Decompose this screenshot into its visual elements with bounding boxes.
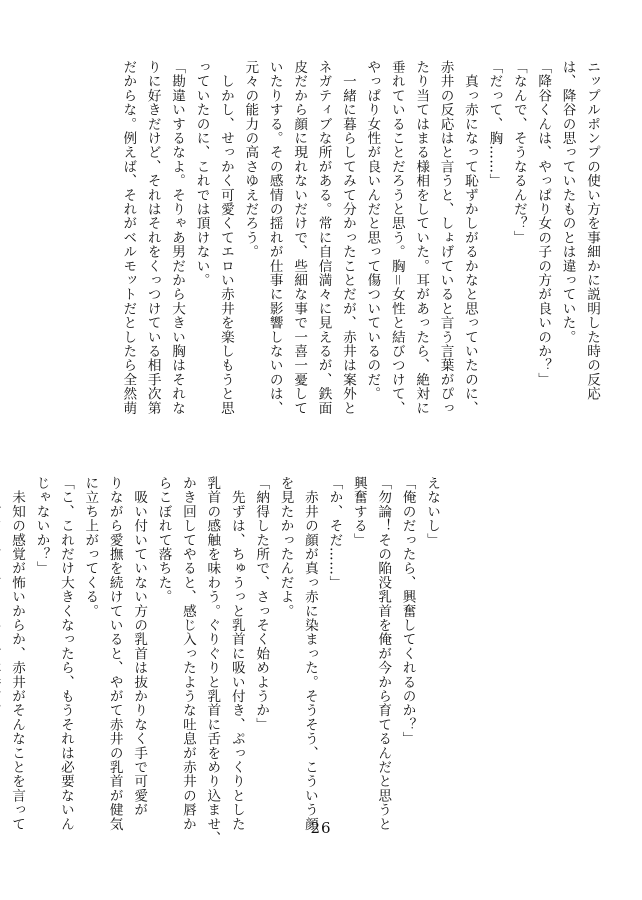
text-line: 「こ、これだけ大きくなったら、もうそれは必要ないん [57, 476, 74, 831]
text-line: じゃないか？」 [33, 476, 50, 576]
text-line: 垂れていることだろうと思う。胸＝女性と結びつけて、 [388, 60, 405, 415]
text-line: 「納得した所で、さっそく始めようか」 [253, 476, 270, 732]
text-line: ネガティブな所がある。常に自信満々に見えるが、鉄面 [315, 60, 332, 415]
text-line: 乳首の感触を味わう。ぐりぐりと乳首に舌をめり込ませ、 [204, 476, 221, 846]
text-line: えないし」 [424, 476, 440, 547]
text-line: 「降谷くんは、やっぱり女の子の方が良いのか？」 [535, 60, 552, 387]
text-line: は、降谷の思っていたものとは違っていた。 [559, 60, 576, 344]
lower-text-block [0, 476, 444, 856]
text-line: 未知の感覚が怖いからか、赤井がそんなことを言って [9, 476, 26, 831]
text-line: いたりする。その感情の揺れが仕事に影響しないのは、 [266, 60, 283, 415]
text-line: 「か、そだ……」 [326, 476, 343, 590]
text-line: 元々の能力の高さゆえだろう。 [242, 60, 259, 259]
text-line: ニップルポンプの使い方を事細かに説明した時の反応 [584, 60, 600, 401]
text-line: やっぱり女性が良いんだと思って傷ついているのだ。 [364, 60, 381, 401]
text-line: 興奮する」 [350, 476, 367, 547]
text-line: 「勿論！その陥没乳首を俺が今から育てるんだと思うと [375, 476, 392, 831]
text-line: 皮だから顔に現れないだけで、些細な事で一喜一憂して [291, 60, 308, 415]
text-line: しかし、せっかく可愛くてエロい赤井を楽しもうと思 [217, 60, 234, 415]
text-line [0, 476, 5, 856]
text-line: 先ずは、ちゅうっと乳首に吸い付き、ぷっくりとした [228, 476, 245, 831]
text-line: を見たかったんだよ。 [277, 476, 294, 618]
page-number: 26 [310, 819, 332, 837]
text-line: だからな。例えば、それがベルモットだとしたら全然萌 [120, 60, 137, 415]
text-line: かき回してやると、感じ入ったような吐息が赤井の唇か [179, 476, 196, 831]
text-line: 「勘違いするなよ。そりゃあ男だから大きい胸はそれな [169, 60, 186, 415]
text-line: たり当てはまる様相をしていた。耳があったら、絶対に [413, 60, 430, 415]
text-line: 一緒に暮らしてみて分かったことだが、赤井は案外と [339, 60, 356, 415]
text-line: っていたのに、これでは頂けない。 [193, 60, 210, 288]
text-line: らこぼれて落ちた。 [155, 476, 172, 604]
text-line: 「なんで、そうなるんだ？」 [510, 60, 527, 245]
text-line: 赤井の反応はと言うと、しょげていると言う言葉がぴっ [437, 60, 454, 415]
text-line: りに好きだけど、それはそれをくっつけている相手次第 [144, 60, 161, 415]
text-line: 赤井の顔が真っ赤に染まった。そうそう、こういう顔 [301, 476, 318, 831]
upper-text-block [116, 60, 604, 440]
text-line: 「だって、胸……」 [486, 60, 503, 188]
text-line: りながら愛撫を続けていると、やがて赤井の乳首が健気 [106, 476, 123, 831]
text-line: 吸い付いていない方の乳首は抜かりなく手で可愛が [131, 476, 148, 817]
text-line: 真っ赤になって恥ずかしがるかなと思っていたのに、 [461, 60, 478, 415]
text-line: に立ち上がってくる。 [82, 476, 99, 618]
text-line: 「俺のだったら、興奮してくれるのか？」 [399, 476, 416, 746]
